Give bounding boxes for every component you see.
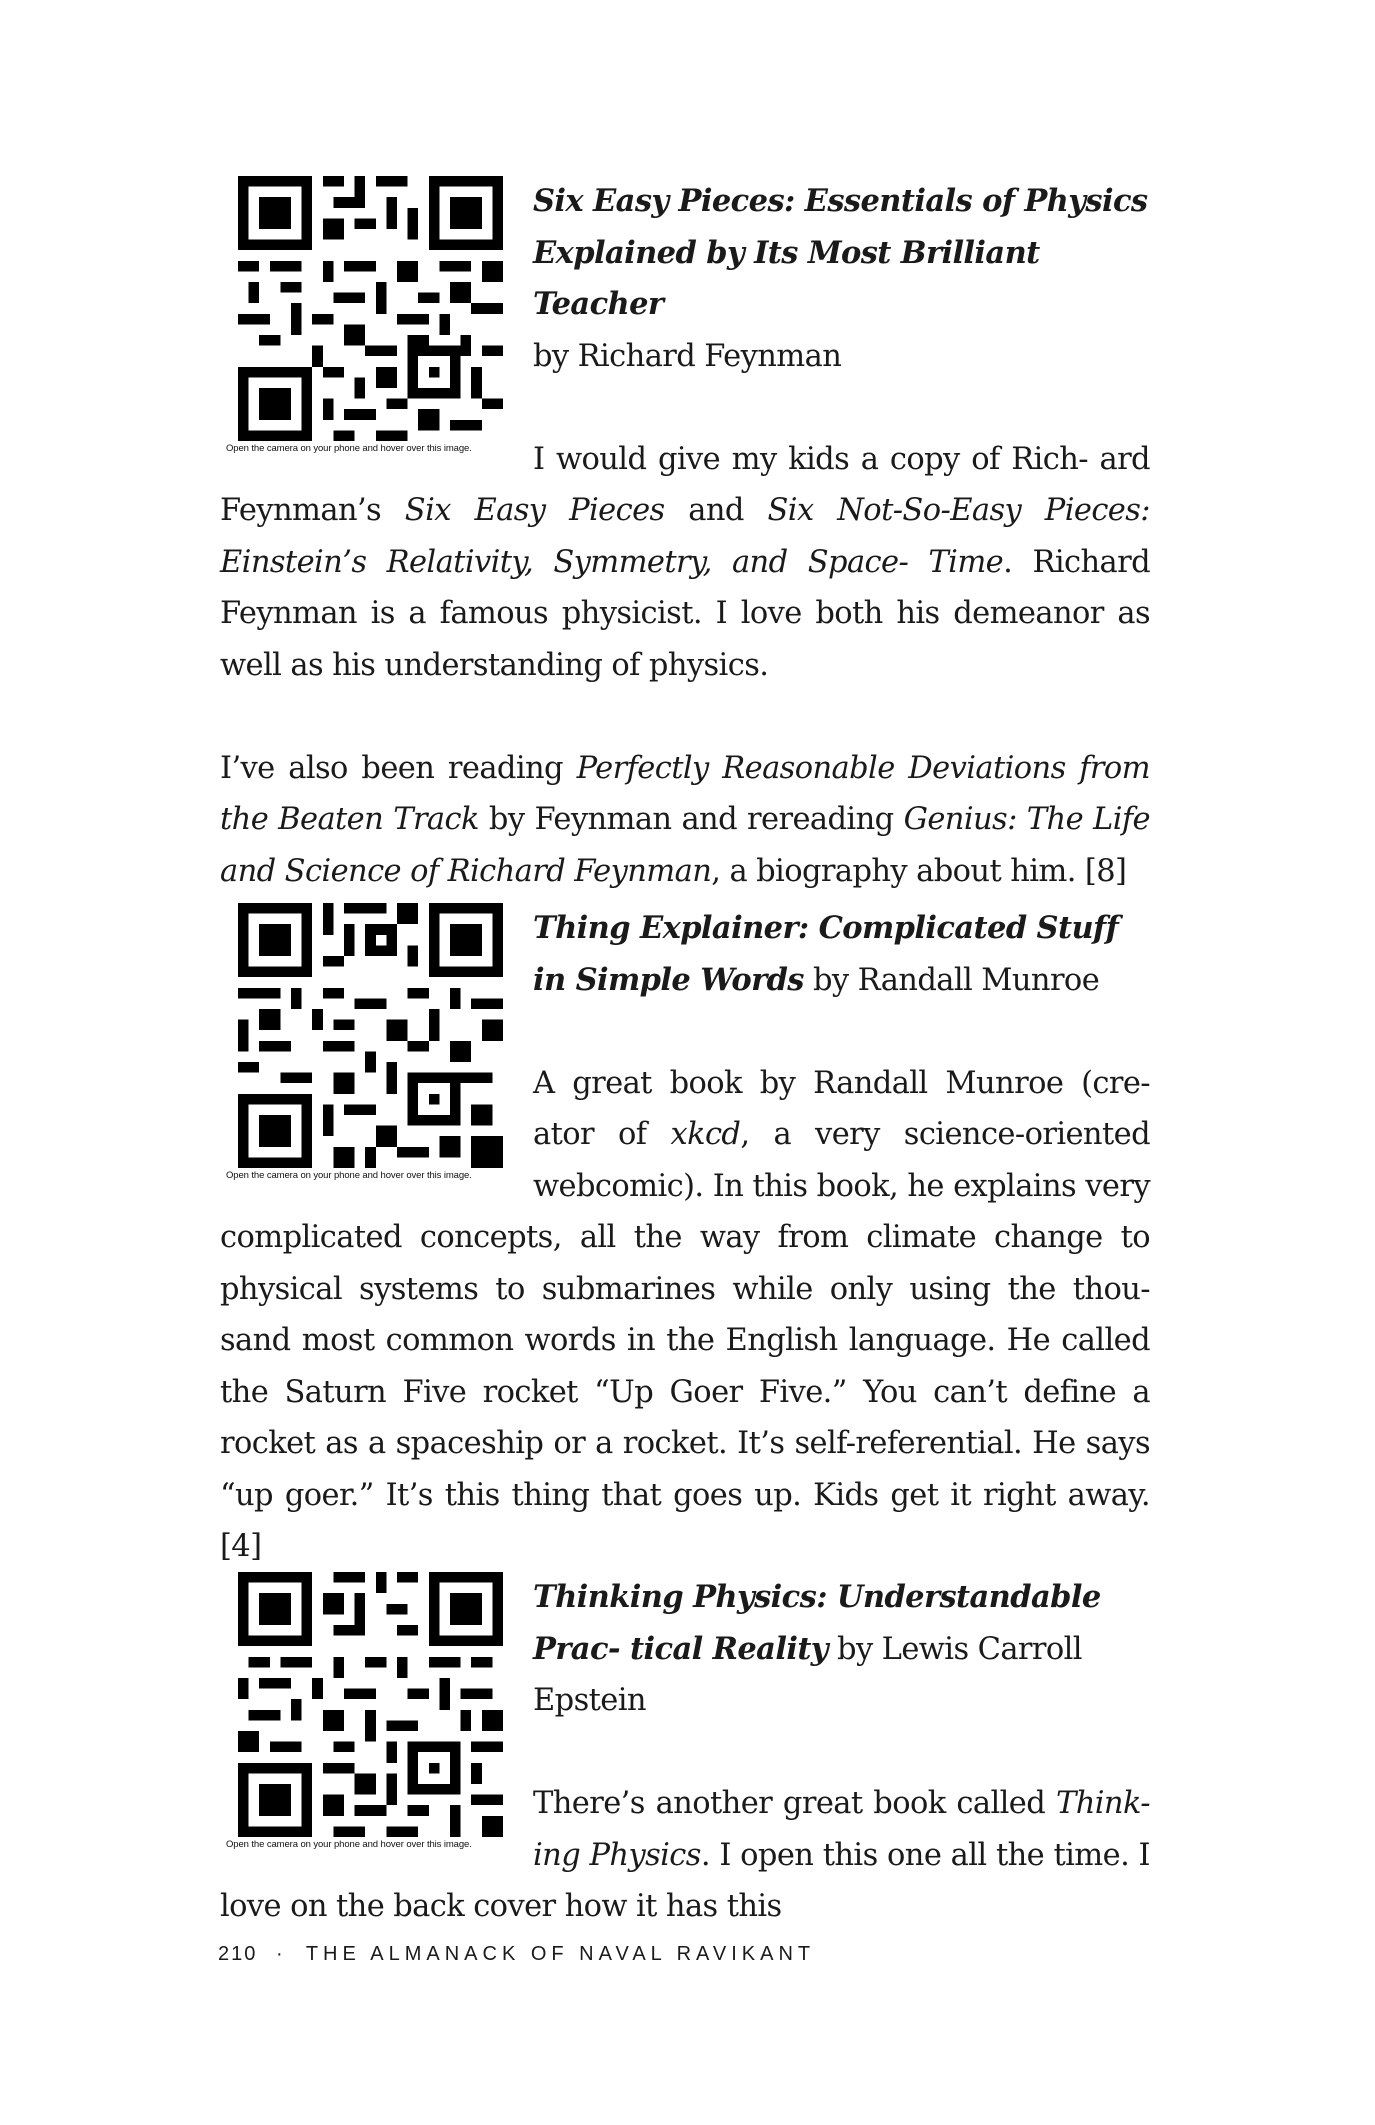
text-run: I would give my kids a copy of Rich- ard Feynman’s	[220, 441, 1150, 528]
italic-run: Six Not-So-Easy Pieces: Einstein’s Relativity, Symmetry, and Space- Time	[220, 493, 1150, 580]
book-title: Six Easy Pieces: Essentials of Physics Explained by Its Most Brilliant Teacher	[533, 183, 1148, 322]
book-entry-thing-explainer	[220, 903, 1150, 1573]
text-run: and	[664, 493, 768, 528]
text-run: I’ve also been reading	[220, 750, 577, 786]
italic-run: Perfectly Reasonable Deviations from the Beaten Track	[220, 750, 1150, 837]
book-entry-six-easy-pieces	[220, 176, 1150, 897]
book-description-continued	[220, 743, 1150, 898]
footer-separator: ·	[275, 1943, 288, 1965]
text-run: , a biography about him. [8]	[711, 853, 1127, 889]
book-author: by Randall Munroe	[803, 962, 1100, 998]
text-run: by Feynman and rereading	[478, 802, 904, 837]
book-author: by Lewis Carroll Epstein	[533, 1631, 1082, 1718]
book-title: Thinking Physics: Understandable Prac- tical Reality	[533, 1579, 1101, 1667]
qr-caption: Open the camera on your phone and hover over this image.	[226, 1170, 472, 1181]
text-run: . Richard Feynman is a famous physicist. I love both his demeanor as well as his understanding of physics.	[220, 544, 1150, 683]
qr-caption: Open the camera on your phone and hover over this image.	[226, 1839, 472, 1850]
qr-caption: Open the camera on your phone and hover over this image.	[226, 443, 472, 454]
qr-code-block	[220, 1572, 515, 1850]
italic-run: xkcd	[670, 1117, 741, 1152]
running-footer	[218, 1943, 815, 1966]
book-title: Thing Explainer: Complicated Stuff in Simple Words	[533, 910, 1119, 998]
book-description	[220, 434, 1150, 692]
text-run: There’s another great book called	[533, 1786, 1056, 1821]
page-number: 210	[218, 1943, 258, 1965]
text-run: , a very science-oriented webcomic). In this book, he explains very complicated concepts, all the way from climate change to physical systems to submarines while only using the thou- sand most common words in the English language. He called the Saturn Five rocket “Up Goer Five.” You can’t define a rocket as a spaceship or a rocket. It’s self-referential. He says “up goer.” It’s this thing that goes up. Kids get it right away. [4]	[220, 1117, 1151, 1564]
book-author: by Richard Feynman	[533, 338, 842, 374]
qr-code-block	[220, 176, 515, 454]
qr-code[interactable]	[238, 1572, 503, 1837]
qr-code-block	[220, 903, 515, 1181]
text-run: A great book by Randall Munroe (cre- ator of	[533, 1065, 1150, 1152]
qr-code[interactable]	[238, 903, 503, 1168]
italic-run: Think- ing Physics	[533, 1786, 1150, 1873]
text-run: . I open this one all the time. I love on the back cover how it has this	[220, 1837, 1150, 1924]
qr-code[interactable]	[238, 176, 503, 441]
italic-run: Six Easy Pieces	[404, 493, 665, 528]
footer-book-title: THE ALMANACK OF NAVAL RAVIKANT	[305, 1943, 816, 1965]
italic-run: Genius: The Life and Science of Richard Feynman	[220, 802, 1150, 889]
book-entry-thinking-physics	[220, 1572, 1150, 1933]
